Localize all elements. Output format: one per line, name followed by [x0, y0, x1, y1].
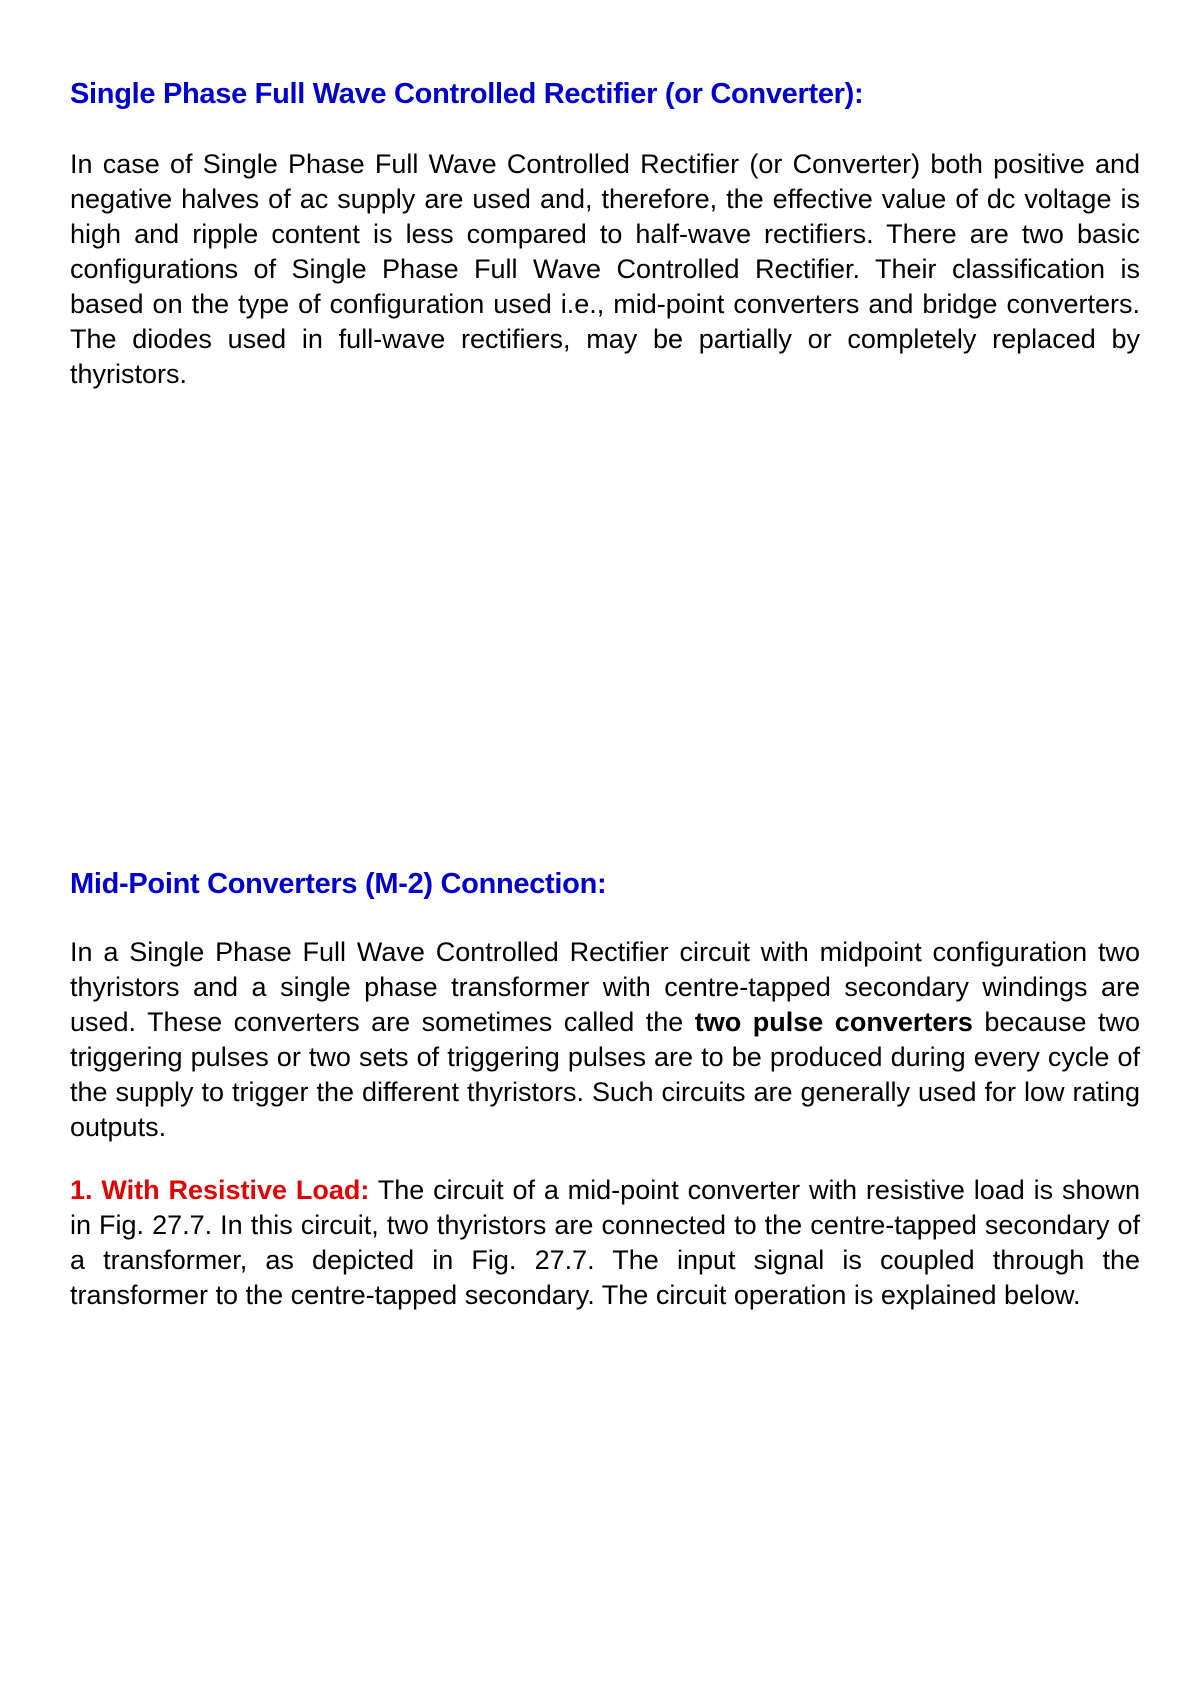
mid-point-text-end: because two triggering pulses or two sets of triggering pulses are to be produced during every cycle of the supply to trigger the different thyristors. Such circuits are generally used for low rating outputs.: [70, 1007, 1140, 1142]
section-heading-mid-point-converters: Mid-Point Converters (M-2) Connection:: [70, 868, 607, 900]
two-pulse-converters-term: two pulse converters: [694, 1007, 973, 1037]
resistive-load-text: The circuit of a mid-point converter with resistive load is shown in Fig. 27.7. In this circuit, two thyristors are connected to the centre-tapped secondary of a transformer, as depicted in Fig. 27.7. The input signal is coupled through the transformer to the centre-tapped secondary. The circuit operation is explained below.: [70, 1175, 1140, 1310]
mid-point-paragraph: [70, 935, 1140, 1145]
mid-point-text-start: In a Single Phase Full Wave Controlled Rectifier circuit with midpoint configuration two thyristors and a single phase transformer with centre-tapped secondary windings are used. These converters are sometimes called the: [70, 937, 1140, 1037]
intro-paragraph: In case of Single Phase Full Wave Controlled Rectifier (or Converter) both positive and negative halves of ac supply are used and, therefore, the effective value of dc voltage is high and ripple content is less compared to half-wave rectifiers. There are two basic configurations of Single Phase Full Wave Controlled Rectifier. Their classification is based on the type of configuration used i.e., mid-point converters and bridge converters. The diodes used in full-wave rectifiers, may be partially or completely replaced by thyristors.: [70, 149, 1140, 389]
resistive-load-paragraph: [70, 1173, 1140, 1313]
resistive-load-label: 1. With Resistive Load:: [70, 1175, 370, 1205]
section-heading-full-wave-rectifier: Single Phase Full Wave Controlled Rectifier (or Converter):: [70, 78, 864, 110]
